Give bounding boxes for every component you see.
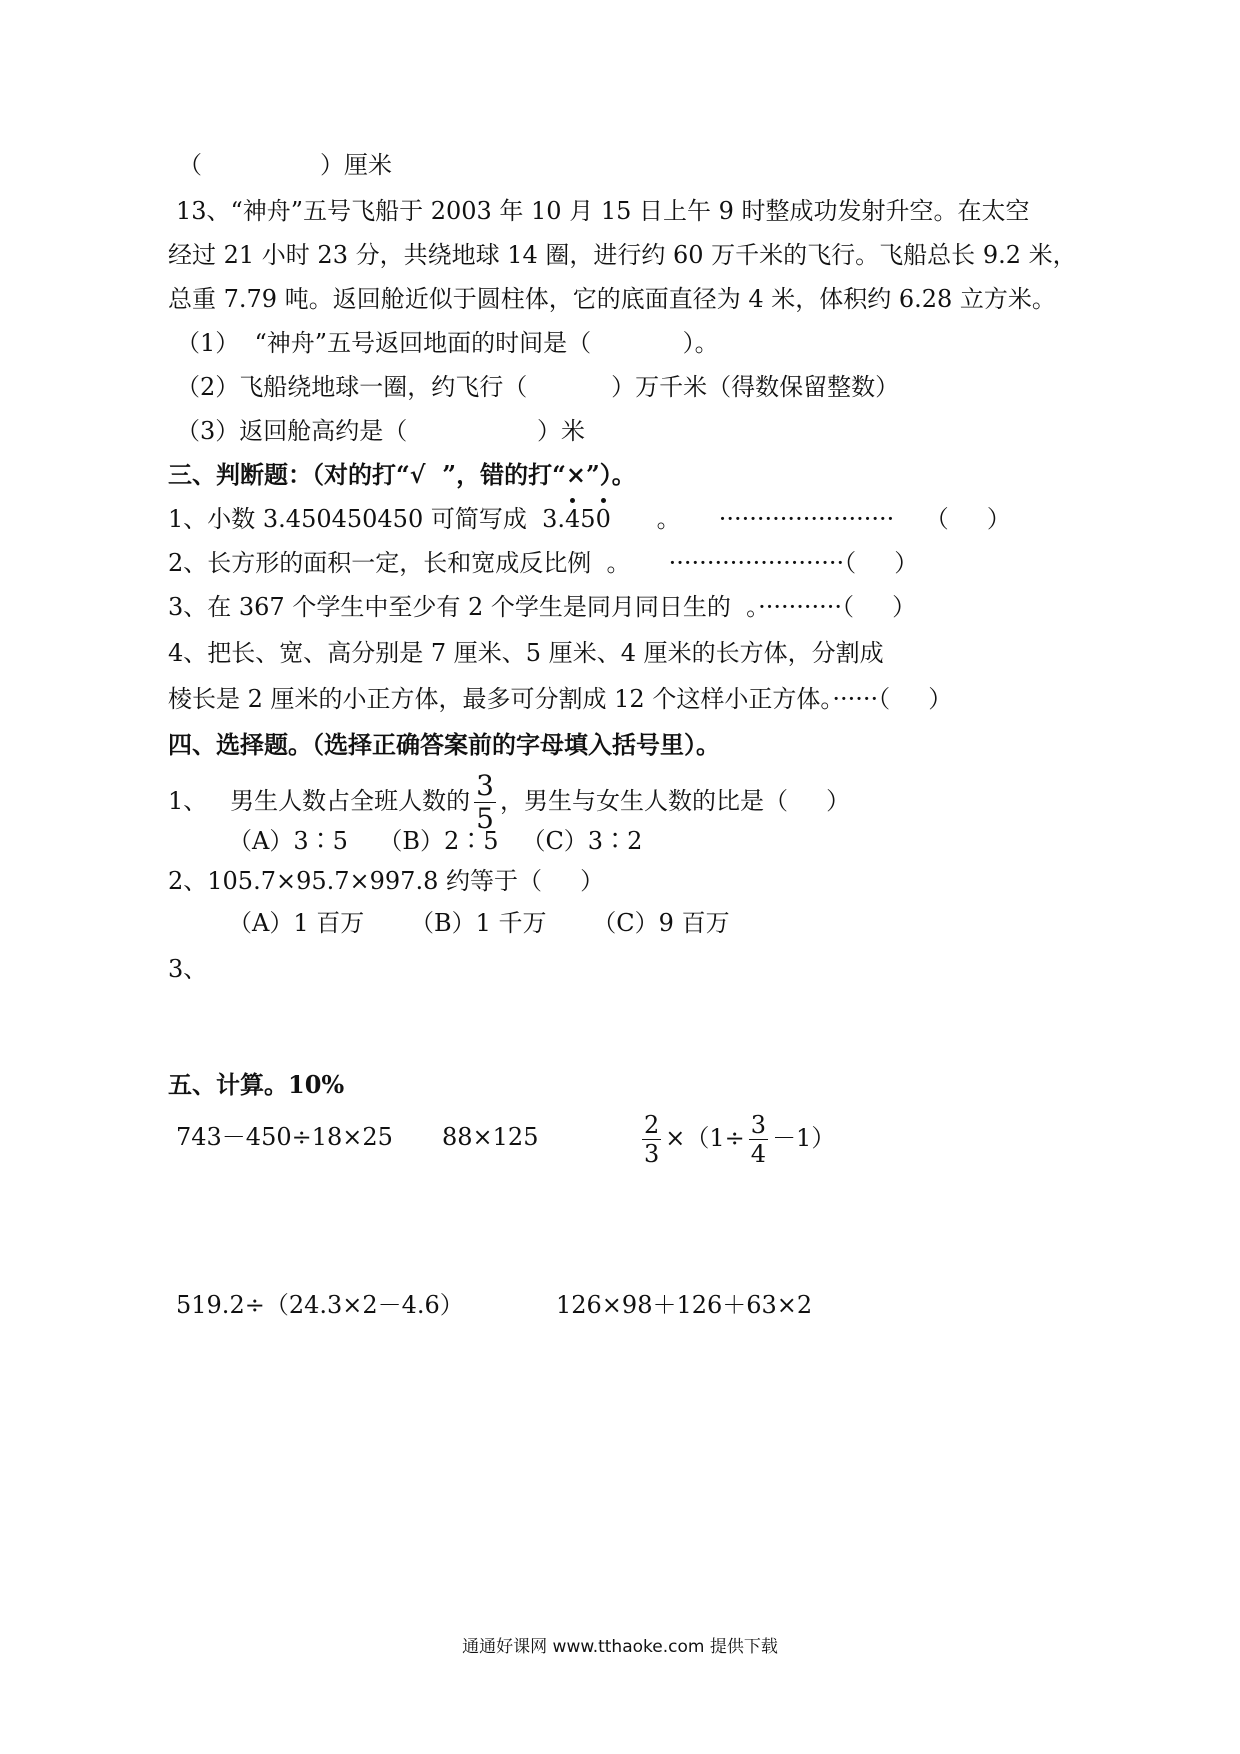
judge-q2: 2、长方形的面积一定，长和宽成反比例 。 ·······················（ ） <box>168 549 919 577</box>
judge-q1 <box>168 504 1011 534</box>
judge-q1-suffix: 。 ······················· （ ） <box>610 505 1011 533</box>
repeat-dot <box>601 498 606 503</box>
fraction-denominator: 5 <box>476 802 494 835</box>
digit-5: 5 <box>580 505 596 533</box>
fraction-numerator: 3 <box>750 1111 767 1139</box>
calc-expression-3-end: －1） <box>772 1124 836 1152</box>
choice-q1-suffix: ，男生与女生人数的比是（ ） <box>499 787 851 815</box>
fraction-two-thirds <box>642 1113 661 1166</box>
q13-line-3: 总重 7.79 吨。返回舱近似于圆柱体，它的底面直径为 4 米，体积约 6.28 立方米。 <box>168 285 1056 313</box>
calc-expression-1: 743－450÷18×25 <box>176 1123 393 1151</box>
q13-sub-1: （1） “神舟”五号返回地面的时间是（ ）。 <box>176 329 719 357</box>
choice-q2: 2、105.7×95.7×997.8 约等于（ ） <box>168 867 605 895</box>
blank-open: （ <box>178 151 202 179</box>
section-4-title: 四、选择题。（选择正确答案前的字母填入括号里）。 <box>168 730 720 759</box>
blank-close-unit: ）厘米 <box>320 151 392 179</box>
choice-q1-prefix: 1、 男生人数占全班人数的 <box>168 787 471 815</box>
judge-q3: 3、在 367 个学生中至少有 2 个学生是同月同日生的 。···········（ ） <box>168 593 917 621</box>
calc-expression-4: 519.2÷（24.3×2－4.6） <box>176 1291 464 1319</box>
digit-0: 0 <box>595 505 611 533</box>
fraction-numerator: 3 <box>476 769 494 802</box>
q12-answer-blank <box>178 150 392 180</box>
repeat-end-digit <box>596 504 611 534</box>
q13-sub-2: （2）飞船绕地球一圈，约飞行（ ）万千米（得数保留整数） <box>176 373 900 401</box>
fraction-denominator: 4 <box>750 1140 767 1168</box>
calc-expression-3-middle: ×（1÷ <box>665 1124 745 1152</box>
repeat-dot <box>570 498 575 503</box>
judge-q4-line-2: 棱长是 2 厘米的小正方体，最多可分割成 12 个这样小正方体。······（ ） <box>168 685 953 713</box>
calc-expression-5: 126×98＋126＋63×2 <box>556 1291 813 1319</box>
choice-q3: 3、 <box>168 955 208 983</box>
choice-q1-options: （A）3∶5 （B）2∶5 （C）3∶2 <box>228 827 643 855</box>
fraction-three-fifths <box>474 769 496 835</box>
fraction-denominator: 3 <box>644 1140 660 1168</box>
choice-q2-options: （A）1 百万 （B）1 千万 （C）9 百万 <box>228 909 730 937</box>
calc-expression-3 <box>638 1110 835 1166</box>
judge-q1-prefix: 1、小数 3.450450450 可简写成 3. <box>168 505 566 533</box>
q13-line-2: 经过 21 小时 23 分，共绕地球 14 圈，进行约 60 万千米的飞行。飞船总长 9.2 米， <box>168 241 1077 269</box>
repeat-start-digit <box>565 504 580 534</box>
judge-q4-line-1: 4、把长、宽、高分别是 7 厘米、5 厘米、4 厘米的长方体，分割成 <box>168 639 884 667</box>
digit-4: 4 <box>565 505 581 533</box>
fraction-numerator: 2 <box>644 1111 660 1139</box>
fraction-three-quarters <box>749 1113 768 1166</box>
q13-sub-3: （3）返回舱高约是（ ）米 <box>176 417 585 445</box>
section-3-title: 三、判断题：（对的打“√ ”，错的打“×”）。 <box>168 460 636 489</box>
page-footer: 通通好课网 www.tthaoke.com 提供下载 <box>462 1637 778 1657</box>
calc-expression-2: 88×125 <box>442 1123 539 1151</box>
q13-line-1: 13、“神舟”五号飞船于 2003 年 10 月 15 日上午 9 时整成功发射升空。在太空 <box>176 197 1030 225</box>
section-5-title: 五、计算。10% <box>168 1070 345 1099</box>
choice-q1 <box>168 769 851 835</box>
